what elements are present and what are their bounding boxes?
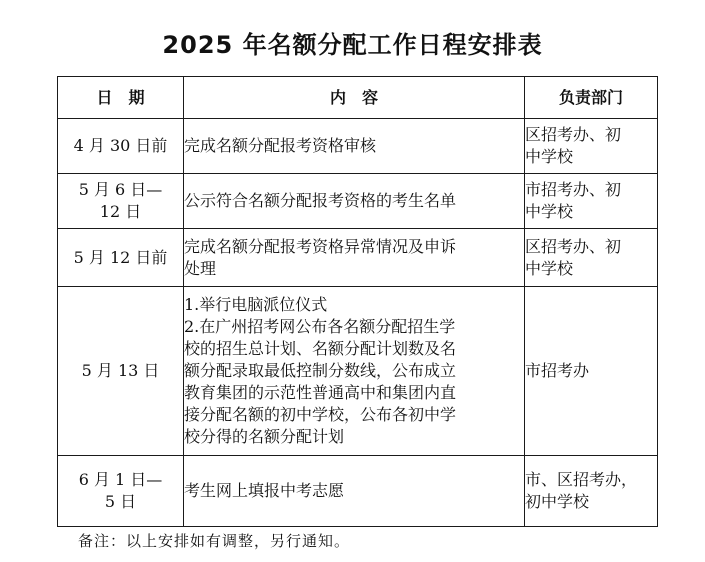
column-header-dept: 负责部门 bbox=[525, 77, 658, 119]
page-title: 2025 年名额分配工作日程安排表 bbox=[162, 31, 543, 59]
cell-line: 中学校 bbox=[525, 147, 574, 166]
dept-cell bbox=[525, 229, 658, 287]
cell-line: 2.在广州招考网公布各名额分配招生学 bbox=[184, 317, 456, 336]
table-header-row bbox=[58, 77, 658, 119]
content-cell bbox=[184, 287, 525, 456]
date-cell bbox=[58, 229, 184, 287]
cell-line: 额分配录取最低控制分数线，公布成立 bbox=[184, 361, 457, 380]
dept-cell bbox=[525, 287, 658, 456]
cell-line: 教育集团的示范性普通高中和集团内直 bbox=[184, 383, 457, 402]
date-cell bbox=[58, 456, 184, 527]
cell-line: 公示符合名额分配报考资格的考生名单 bbox=[184, 191, 457, 210]
cell-line: 市招考办 bbox=[525, 361, 590, 380]
cell-line: 5 日 bbox=[104, 492, 137, 511]
dept-cell bbox=[525, 456, 658, 527]
table-row bbox=[58, 174, 658, 229]
cell-line: 接分配名额的初中学校，公布各初中学 bbox=[184, 405, 457, 424]
cell-line: 5 月 6 日— bbox=[78, 180, 163, 199]
footnote: 备注：以上安排如有调整，另行通知。 bbox=[78, 532, 351, 550]
table-row bbox=[58, 119, 658, 174]
cell-line: 完成名额分配报考资格审核 bbox=[184, 136, 377, 155]
cell-line: 市、区招考办， bbox=[525, 470, 638, 489]
date-cell bbox=[58, 287, 184, 456]
table-row bbox=[58, 456, 658, 527]
dept-cell bbox=[525, 174, 658, 229]
content-cell bbox=[184, 456, 525, 527]
date-cell bbox=[58, 174, 184, 229]
cell-line: 12 日 bbox=[99, 202, 142, 221]
cell-line: 中学校 bbox=[525, 258, 574, 278]
cell-line: 4 月 30 日前 bbox=[73, 136, 168, 155]
content-cell bbox=[184, 119, 525, 174]
cell-line: 初中学校 bbox=[525, 492, 590, 511]
cell-line: 处理 bbox=[184, 258, 217, 278]
cell-line: 市招考办、初 bbox=[525, 180, 622, 199]
table-row bbox=[58, 287, 658, 456]
cell-line: 中学校 bbox=[525, 202, 574, 221]
cell-line: 完成名额分配报考资格异常情况及申诉 bbox=[184, 236, 457, 256]
column-header-content: 内 容 bbox=[184, 77, 525, 119]
cell-line: 区招考办、初 bbox=[525, 125, 622, 144]
cell-line: 5 月 12 日前 bbox=[73, 247, 168, 267]
cell-line: 校分得的名额分配计划 bbox=[184, 427, 345, 446]
schedule-table bbox=[57, 76, 658, 527]
table-row bbox=[58, 229, 658, 287]
date-cell bbox=[58, 119, 184, 174]
cell-line: 校的招生总计划、名额分配计划数及名 bbox=[184, 339, 457, 358]
cell-line: 6 月 1 日— bbox=[78, 470, 163, 489]
dept-cell bbox=[525, 119, 658, 174]
content-cell bbox=[184, 229, 525, 287]
cell-line: 5 月 13 日 bbox=[81, 361, 160, 380]
cell-line: 1.举行电脑派位仪式 bbox=[184, 295, 328, 314]
column-header-date: 日 期 bbox=[58, 77, 184, 119]
cell-line: 区招考办、初 bbox=[525, 236, 622, 256]
content-cell bbox=[184, 174, 525, 229]
cell-line: 考生网上填报中考志愿 bbox=[184, 481, 345, 500]
